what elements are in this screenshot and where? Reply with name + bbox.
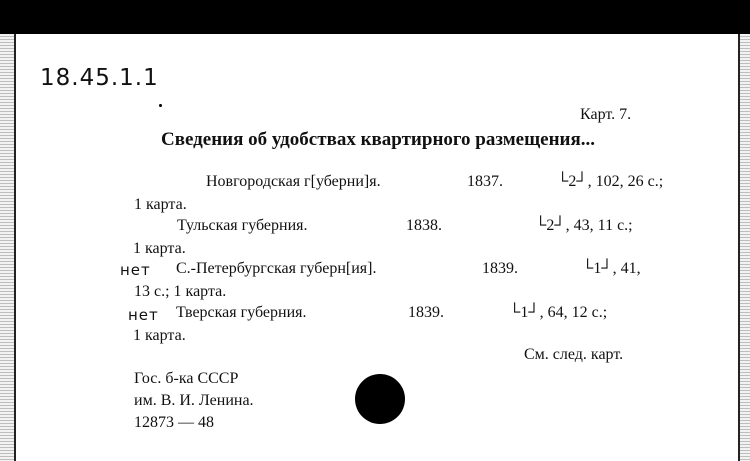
- scan-top-band: [0, 0, 750, 36]
- call-number: 18.45.1.1: [40, 65, 159, 91]
- scan-left-edge: [0, 34, 14, 461]
- library-line-1: Гос. б-ка СССР: [134, 370, 239, 387]
- entry-2-year: 1838.: [406, 217, 442, 234]
- entry-1-year: 1837.: [467, 173, 503, 190]
- entry-3-maps: 13 с.; 1 карта.: [134, 283, 227, 300]
- entry-2-title: Тульская губерния.: [177, 217, 308, 234]
- library-line-2: им. В. И. Ленина.: [134, 392, 254, 409]
- ink-dot: [159, 104, 162, 107]
- see-next-card: См. след. карт.: [524, 346, 624, 363]
- entry-3-note: нет: [120, 261, 151, 279]
- card-label: Карт. 7.: [580, 106, 632, 123]
- entry-1-title: Новгородская г[уберни]я.: [206, 173, 381, 190]
- entry-3-pages: └1┘, 41,: [582, 260, 641, 277]
- entry-1-maps: 1 карта.: [134, 196, 187, 213]
- entry-4-title: Тверская губерния.: [176, 304, 307, 321]
- card-punch-hole: [355, 374, 405, 424]
- entry-4-year: 1839.: [408, 304, 444, 321]
- entry-3-title: С.-Петербургская губерн[ия].: [176, 260, 377, 277]
- entry-4-note: нет: [128, 306, 159, 324]
- library-line-3: 12873 — 48: [134, 414, 214, 431]
- entry-2-maps: 1 карта.: [133, 240, 186, 257]
- entry-4-pages: └1┘, 64, 12 с.;: [509, 304, 608, 321]
- entry-4-maps: 1 карта.: [133, 327, 186, 344]
- card-title: Сведения об удобствах квартирного размещения...: [161, 129, 596, 150]
- entry-3-year: 1839.: [482, 260, 518, 277]
- entry-1-pages: └2┘, 102, 26 с.;: [557, 173, 664, 190]
- entry-2-pages: └2┘, 43, 11 с.;: [535, 217, 633, 234]
